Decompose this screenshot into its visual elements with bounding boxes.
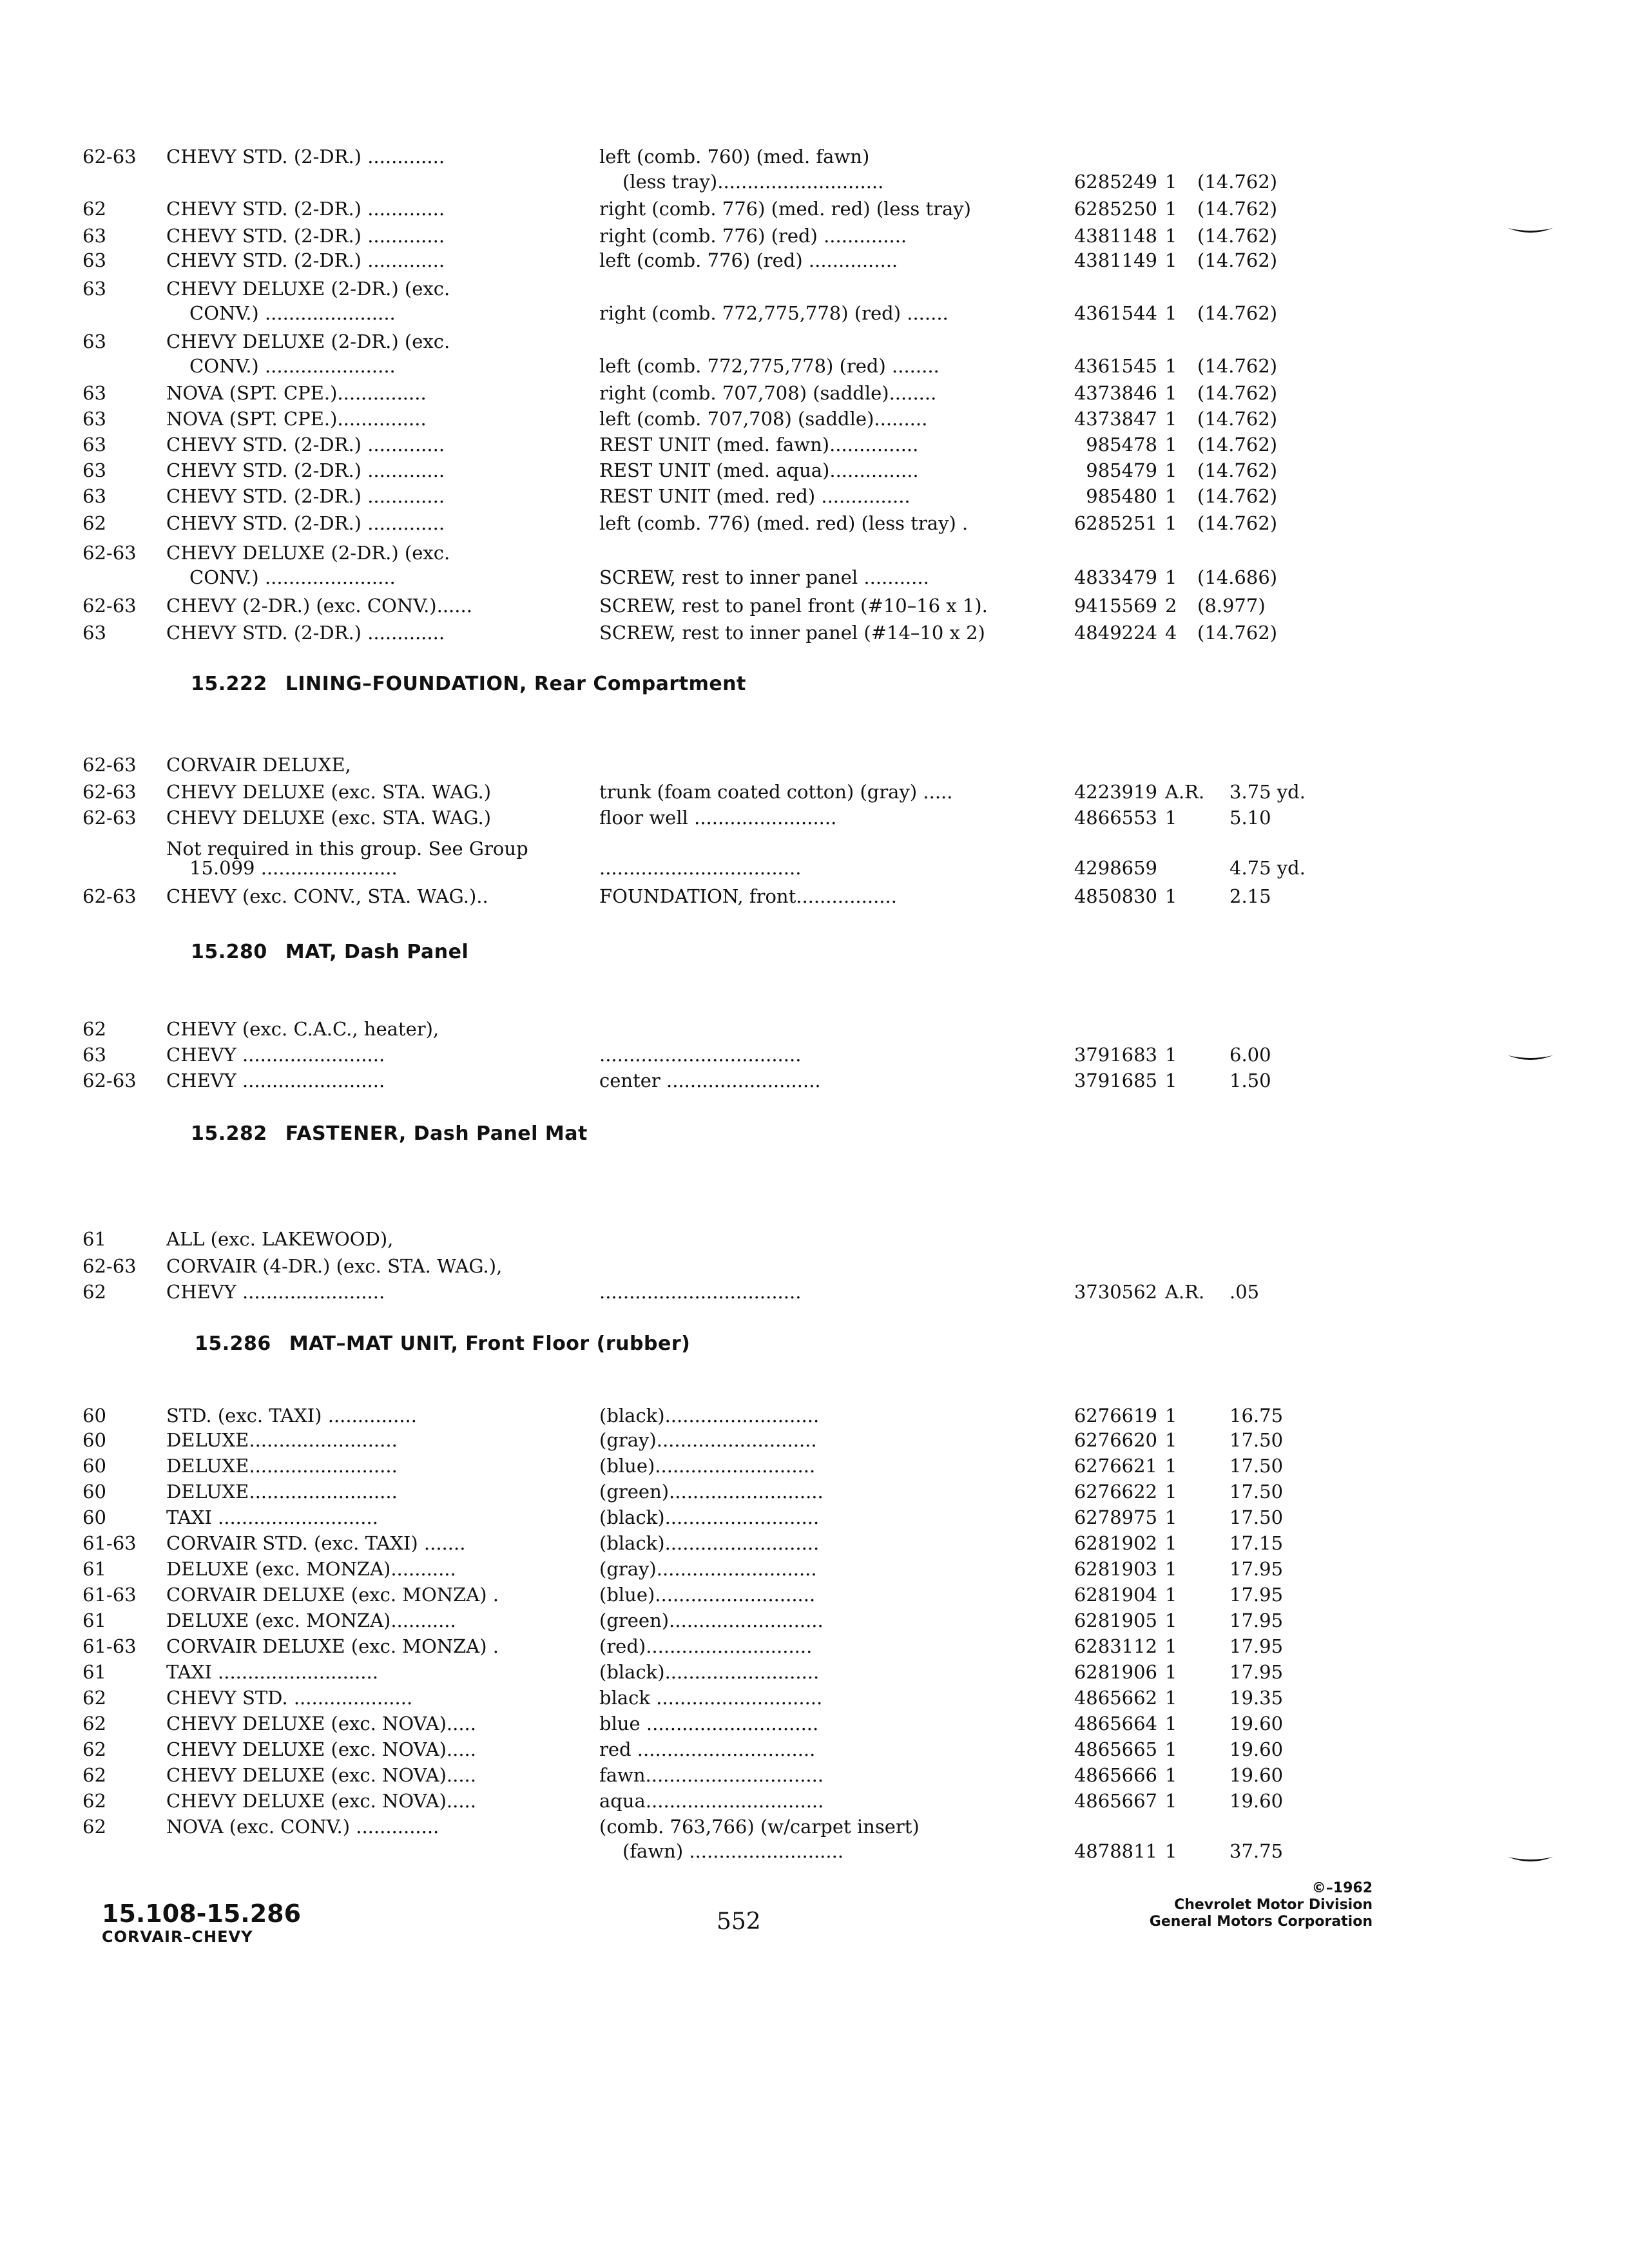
description-cell: (blue)........................... bbox=[599, 1584, 816, 1606]
division-name: Chevrolet Motor Division bbox=[1174, 1897, 1373, 1913]
year-cell: 62-63 bbox=[82, 754, 137, 776]
year-cell: 62 bbox=[82, 1018, 106, 1040]
description-cell: (comb. 763,766) (w/carpet insert) bbox=[599, 1816, 920, 1838]
quantity-cell: 1 bbox=[1165, 1506, 1177, 1528]
part-number-cell: 4373847 bbox=[1074, 408, 1157, 430]
application-cell: TAXI ........................... bbox=[166, 1506, 378, 1528]
part-number-cell: 985478 bbox=[1086, 434, 1157, 456]
year-cell: 60 bbox=[82, 1481, 106, 1503]
part-number-cell: 6276620 bbox=[1074, 1429, 1157, 1451]
part-number-cell: 6278975 bbox=[1074, 1506, 1157, 1528]
year-cell: 61 bbox=[82, 1661, 106, 1683]
price-cell: (14.762) bbox=[1197, 249, 1278, 271]
price-cell: 17.95 bbox=[1229, 1661, 1284, 1683]
quantity-cell: 1 bbox=[1165, 198, 1177, 220]
year-cell: 60 bbox=[82, 1405, 106, 1427]
description-cell: (gray)........................... bbox=[599, 1429, 817, 1451]
section-number: 15.280 bbox=[191, 941, 267, 963]
application-cell: CHEVY DELUXE (2-DR.) (exc. bbox=[166, 542, 450, 564]
year-cell: 62 bbox=[82, 512, 106, 534]
part-number-cell: 6276622 bbox=[1074, 1481, 1157, 1503]
page-number: 552 bbox=[717, 1908, 761, 1935]
section-title: LINING–FOUNDATION, Rear Compartment bbox=[285, 673, 746, 695]
application-cell: CHEVY STD. (2-DR.) ............. bbox=[166, 434, 445, 456]
application-cell: CHEVY STD. (2-DR.) ............. bbox=[166, 485, 445, 507]
year-cell: 62-63 bbox=[82, 781, 137, 803]
quantity-cell: 1 bbox=[1165, 355, 1177, 377]
application-cell: CHEVY STD. (2-DR.) ............. bbox=[166, 249, 445, 271]
application-cell: NOVA (SPT. CPE.)............... bbox=[166, 408, 427, 430]
application-cell: CHEVY ........................ bbox=[166, 1070, 385, 1091]
price-cell: 37.75 bbox=[1229, 1840, 1284, 1862]
application-cell: Not required in this group. See Group bbox=[166, 838, 528, 860]
quantity-cell: 1 bbox=[1165, 485, 1177, 507]
description-cell: blue ............................. bbox=[599, 1713, 819, 1735]
quantity-cell: 1 bbox=[1165, 249, 1177, 271]
price-cell: 17.50 bbox=[1229, 1429, 1284, 1451]
price-cell: 16.75 bbox=[1229, 1405, 1284, 1427]
application-cell: CHEVY STD. (2-DR.) ............. bbox=[166, 198, 445, 220]
part-number-cell: 6281905 bbox=[1074, 1610, 1157, 1631]
price-cell: 17.95 bbox=[1229, 1610, 1284, 1631]
quantity-cell: 1 bbox=[1165, 1429, 1177, 1451]
description-cell: center .......................... bbox=[599, 1070, 821, 1091]
part-number-cell: 4865667 bbox=[1074, 1790, 1157, 1812]
price-cell: 19.60 bbox=[1229, 1764, 1284, 1786]
part-number-cell: 6281906 bbox=[1074, 1661, 1157, 1683]
description-cell: black ............................ bbox=[599, 1687, 823, 1709]
price-cell: (14.762) bbox=[1197, 408, 1278, 430]
description-cell: SCREW, rest to inner panel (#14–10 x 2) bbox=[599, 622, 985, 644]
application-cell: CHEVY DELUXE (exc. NOVA)..... bbox=[166, 1764, 476, 1786]
application-cell: CHEVY STD. .................... bbox=[166, 1687, 413, 1709]
description-cell: trunk (foam coated cotton) (gray) ..... bbox=[599, 781, 953, 803]
application-cell: CHEVY STD. (2-DR.) ............. bbox=[166, 622, 445, 644]
price-cell: 2.15 bbox=[1229, 885, 1271, 907]
description-cell: (blue)........................... bbox=[599, 1455, 816, 1477]
application-cell: CHEVY (2-DR.) (exc. CONV.)...... bbox=[166, 595, 472, 617]
year-cell: 63 bbox=[82, 225, 106, 247]
price-cell: (14.762) bbox=[1197, 225, 1278, 247]
price-cell: (14.762) bbox=[1197, 512, 1278, 534]
description-cell: red .............................. bbox=[599, 1738, 816, 1760]
year-cell: 62 bbox=[82, 1790, 106, 1812]
quantity-cell: 1 bbox=[1165, 382, 1177, 404]
application-cell: STD. (exc. TAXI) ............... bbox=[166, 1405, 417, 1427]
part-number-cell: 4850830 bbox=[1074, 885, 1157, 907]
description-cell: (green).......................... bbox=[599, 1481, 824, 1503]
part-number-cell: 4865664 bbox=[1074, 1713, 1157, 1735]
description-cell: (black).......................... bbox=[599, 1661, 820, 1683]
application-cell: CHEVY (exc. CONV., STA. WAG.).. bbox=[166, 885, 488, 907]
price-cell: (14.762) bbox=[1197, 622, 1278, 644]
application-cell: CORVAIR DELUXE (exc. MONZA) . bbox=[166, 1584, 499, 1606]
part-number-cell: 6285250 bbox=[1074, 198, 1157, 220]
application-cell: DELUXE (exc. MONZA)........... bbox=[166, 1558, 456, 1580]
section-title: MAT, Dash Panel bbox=[285, 941, 469, 963]
application-cell: CHEVY DELUXE (2-DR.) (exc. bbox=[166, 278, 450, 300]
description-cell: left (comb. 776) (med. red) (less tray) . bbox=[599, 512, 969, 534]
binding-mark bbox=[1508, 227, 1553, 236]
year-cell: 62 bbox=[82, 1738, 106, 1760]
section-number: 15.222 bbox=[191, 673, 267, 695]
group-subtitle: CORVAIR–CHEVY bbox=[102, 1928, 253, 1946]
part-number-cell: 4361545 bbox=[1074, 355, 1157, 377]
part-number-cell: 6283112 bbox=[1074, 1635, 1157, 1657]
section-heading-15-280 bbox=[191, 941, 468, 963]
description-cell: SCREW, rest to inner panel ........... bbox=[599, 566, 929, 588]
part-number-cell: 985480 bbox=[1086, 485, 1157, 507]
quantity-cell: 1 bbox=[1165, 512, 1177, 534]
part-number-cell: 4833479 bbox=[1074, 566, 1157, 588]
year-cell: 63 bbox=[82, 331, 106, 352]
quantity-cell: A.R. bbox=[1165, 781, 1205, 803]
description-cell: left (comb. 707,708) (saddle)......... bbox=[599, 408, 928, 430]
application-cell: DELUXE......................... bbox=[166, 1455, 398, 1477]
price-cell: (8.977) bbox=[1197, 595, 1266, 617]
year-cell: 62-63 bbox=[82, 542, 137, 564]
quantity-cell: A.R. bbox=[1165, 1281, 1205, 1303]
application-cell: CHEVY DELUXE (exc. NOVA)..... bbox=[166, 1790, 476, 1812]
part-number-cell: 3730562 bbox=[1074, 1281, 1157, 1303]
year-cell: 62 bbox=[82, 1281, 106, 1303]
price-cell: 17.50 bbox=[1229, 1481, 1284, 1503]
binding-mark bbox=[1508, 1856, 1553, 1865]
description-cell: (fawn) .......................... bbox=[622, 1840, 844, 1862]
description-cell: SCREW, rest to panel front (#10–16 x 1). bbox=[599, 595, 988, 617]
description-cell: right (comb. 776) (med. red) (less tray) bbox=[599, 198, 971, 220]
description-cell: left (comb. 772,775,778) (red) ........ bbox=[599, 355, 940, 377]
year-cell: 62-63 bbox=[82, 885, 137, 907]
price-cell: 17.95 bbox=[1229, 1584, 1284, 1606]
application-cell: CHEVY DELUXE (exc. STA. WAG.) bbox=[166, 807, 492, 829]
year-cell: 61-63 bbox=[82, 1532, 137, 1554]
description-cell: (red)............................ bbox=[599, 1635, 813, 1657]
section-heading-15-222 bbox=[191, 673, 746, 695]
quantity-cell: 1 bbox=[1165, 171, 1177, 193]
quantity-cell: 1 bbox=[1165, 1790, 1177, 1812]
quantity-cell: 1 bbox=[1165, 1405, 1177, 1427]
year-cell: 62-63 bbox=[82, 595, 137, 617]
quantity-cell: 1 bbox=[1165, 408, 1177, 430]
application-cell: CHEVY DELUXE (exc. NOVA)..... bbox=[166, 1713, 476, 1735]
year-cell: 61 bbox=[82, 1228, 106, 1250]
price-cell: (14.762) bbox=[1197, 485, 1278, 507]
part-number-cell: 6276621 bbox=[1074, 1455, 1157, 1477]
application-cell: DELUXE (exc. MONZA)........... bbox=[166, 1610, 456, 1631]
binding-mark bbox=[1508, 1054, 1553, 1063]
price-cell: 6.00 bbox=[1229, 1044, 1271, 1066]
quantity-cell: 1 bbox=[1165, 434, 1177, 456]
part-number-cell: 4381149 bbox=[1074, 249, 1157, 271]
corporation-name: General Motors Corporation bbox=[1149, 1914, 1373, 1930]
application-cell: CONV.) ...................... bbox=[189, 566, 396, 588]
description-cell: FOUNDATION, front................. bbox=[599, 885, 897, 907]
description-cell: (gray)........................... bbox=[599, 1558, 817, 1580]
application-cell: TAXI ........................... bbox=[166, 1661, 378, 1683]
description-cell: (less tray)............................ bbox=[622, 171, 884, 193]
price-cell: .05 bbox=[1229, 1281, 1260, 1303]
description-cell: (green).......................... bbox=[599, 1610, 824, 1631]
application-cell: ALL (exc. LAKEWOOD), bbox=[166, 1228, 394, 1250]
part-number-cell: 4878811 bbox=[1074, 1840, 1157, 1862]
description-cell: fawn.............................. bbox=[599, 1764, 824, 1786]
year-cell: 63 bbox=[82, 1044, 106, 1066]
part-number-cell: 4223919 bbox=[1074, 781, 1157, 803]
price-cell: 17.15 bbox=[1229, 1532, 1284, 1554]
year-cell: 63 bbox=[82, 408, 106, 430]
description-cell: aqua.............................. bbox=[599, 1790, 824, 1812]
footer-copyright bbox=[1089, 1880, 1373, 1930]
section-title: MAT–MAT UNIT, Front Floor (rubber) bbox=[289, 1332, 691, 1355]
part-number-cell: 6285249 bbox=[1074, 171, 1157, 193]
price-cell: (14.762) bbox=[1197, 434, 1278, 456]
quantity-cell: 1 bbox=[1165, 1687, 1177, 1709]
year-cell: 62 bbox=[82, 1713, 106, 1735]
price-cell: (14.762) bbox=[1197, 382, 1278, 404]
year-cell: 60 bbox=[82, 1429, 106, 1451]
year-cell: 62 bbox=[82, 1687, 106, 1709]
application-cell: 15.099 ....................... bbox=[189, 857, 398, 879]
part-number-cell: 3791685 bbox=[1074, 1070, 1157, 1091]
year-cell: 62 bbox=[82, 1816, 106, 1838]
application-cell: CHEVY STD. (2-DR.) ............. bbox=[166, 146, 445, 168]
year-cell: 61-63 bbox=[82, 1584, 137, 1606]
price-cell: (14.762) bbox=[1197, 171, 1278, 193]
quantity-cell: 1 bbox=[1165, 566, 1177, 588]
description-cell: .................................. bbox=[599, 1044, 802, 1066]
part-number-cell: 4361544 bbox=[1074, 302, 1157, 324]
quantity-cell: 1 bbox=[1165, 1584, 1177, 1606]
year-cell: 63 bbox=[82, 278, 106, 300]
quantity-cell: 4 bbox=[1165, 622, 1177, 644]
year-cell: 62-63 bbox=[82, 807, 137, 829]
quantity-cell: 1 bbox=[1165, 1764, 1177, 1786]
year-cell: 60 bbox=[82, 1506, 106, 1528]
application-cell: CHEVY ........................ bbox=[166, 1044, 385, 1066]
application-cell: NOVA (exc. CONV.) .............. bbox=[166, 1816, 439, 1838]
description-cell: .................................. bbox=[599, 1281, 802, 1303]
price-cell: (14.762) bbox=[1197, 459, 1278, 481]
part-number-cell: 4381148 bbox=[1074, 225, 1157, 247]
part-number-cell: 4866553 bbox=[1074, 807, 1157, 829]
quantity-cell: 1 bbox=[1165, 1661, 1177, 1683]
price-cell: 17.95 bbox=[1229, 1558, 1284, 1580]
price-cell: 19.60 bbox=[1229, 1738, 1284, 1760]
price-cell: 19.60 bbox=[1229, 1713, 1284, 1735]
year-cell: 62-63 bbox=[82, 146, 137, 168]
part-number-cell: 6276619 bbox=[1074, 1405, 1157, 1427]
section-heading-15-286 bbox=[195, 1332, 690, 1355]
quantity-cell: 1 bbox=[1165, 1455, 1177, 1477]
year-cell: 62 bbox=[82, 198, 106, 220]
part-number-cell: 4865665 bbox=[1074, 1738, 1157, 1760]
section-heading-15-282 bbox=[191, 1122, 588, 1145]
part-number-cell: 6281903 bbox=[1074, 1558, 1157, 1580]
application-cell: CORVAIR (4-DR.) (exc. STA. WAG.), bbox=[166, 1255, 503, 1277]
section-number: 15.282 bbox=[191, 1122, 267, 1145]
description-cell: (black).......................... bbox=[599, 1532, 820, 1554]
quantity-cell: 1 bbox=[1165, 225, 1177, 247]
application-cell: CHEVY STD. (2-DR.) ............. bbox=[166, 225, 445, 247]
price-cell: (14.686) bbox=[1197, 566, 1278, 588]
part-number-cell: 4865662 bbox=[1074, 1687, 1157, 1709]
price-cell: 17.50 bbox=[1229, 1455, 1284, 1477]
price-cell: (14.762) bbox=[1197, 198, 1278, 220]
application-cell: CHEVY (exc. C.A.C., heater), bbox=[166, 1018, 439, 1040]
description-cell: (black).......................... bbox=[599, 1405, 820, 1427]
year-cell: 63 bbox=[82, 434, 106, 456]
description-cell: right (comb. 707,708) (saddle)........ bbox=[599, 382, 937, 404]
quantity-cell: 2 bbox=[1165, 595, 1177, 617]
price-cell: 19.60 bbox=[1229, 1790, 1284, 1812]
application-cell: CORVAIR DELUXE, bbox=[166, 754, 351, 776]
price-cell: 19.35 bbox=[1229, 1687, 1284, 1709]
description-cell: left (comb. 760) (med. fawn) bbox=[599, 146, 870, 168]
price-cell: 17.50 bbox=[1229, 1506, 1284, 1528]
description-cell: .................................. bbox=[599, 857, 802, 879]
quantity-cell: 1 bbox=[1165, 1635, 1177, 1657]
part-number-cell: 4298659 bbox=[1074, 857, 1157, 879]
application-cell: CONV.) ...................... bbox=[189, 302, 396, 324]
quantity-cell: 1 bbox=[1165, 1481, 1177, 1503]
year-cell: 62-63 bbox=[82, 1070, 137, 1091]
part-number-cell: 6285251 bbox=[1074, 512, 1157, 534]
description-cell: right (comb. 772,775,778) (red) ....... bbox=[599, 302, 949, 324]
year-cell: 61 bbox=[82, 1558, 106, 1580]
part-number-cell: 9415569 bbox=[1074, 595, 1157, 617]
quantity-cell: 1 bbox=[1165, 1070, 1177, 1091]
application-cell: CONV.) ...................... bbox=[189, 355, 396, 377]
copyright-year: ©–1962 bbox=[1311, 1880, 1373, 1896]
price-cell: 17.95 bbox=[1229, 1635, 1284, 1657]
application-cell: CORVAIR STD. (exc. TAXI) ....... bbox=[166, 1532, 466, 1554]
price-cell: 3.75 yd. bbox=[1229, 781, 1306, 803]
year-cell: 63 bbox=[82, 485, 106, 507]
quantity-cell: 1 bbox=[1165, 885, 1177, 907]
quantity-cell: 1 bbox=[1165, 1713, 1177, 1735]
application-cell: NOVA (SPT. CPE.)............... bbox=[166, 382, 427, 404]
year-cell: 60 bbox=[82, 1455, 106, 1477]
part-number-cell: 4849224 bbox=[1074, 622, 1157, 644]
application-cell: CHEVY ........................ bbox=[166, 1281, 385, 1303]
part-number-cell: 3791683 bbox=[1074, 1044, 1157, 1066]
part-number-cell: 6281904 bbox=[1074, 1584, 1157, 1606]
application-cell: CHEVY DELUXE (exc. STA. WAG.) bbox=[166, 781, 492, 803]
quantity-cell: 1 bbox=[1165, 1532, 1177, 1554]
price-cell: (14.762) bbox=[1197, 302, 1278, 324]
application-cell: CORVAIR DELUXE (exc. MONZA) . bbox=[166, 1635, 499, 1657]
description-cell: (black).......................... bbox=[599, 1506, 820, 1528]
part-number-cell: 6281902 bbox=[1074, 1532, 1157, 1554]
quantity-cell: 1 bbox=[1165, 1840, 1177, 1862]
group-range: 15.108-15.286 bbox=[102, 1899, 302, 1928]
year-cell: 61-63 bbox=[82, 1635, 137, 1657]
year-cell: 62 bbox=[82, 1764, 106, 1786]
section-number: 15.286 bbox=[195, 1332, 271, 1355]
quantity-cell: 1 bbox=[1165, 807, 1177, 829]
year-cell: 62-63 bbox=[82, 1255, 137, 1277]
part-number-cell: 4373846 bbox=[1074, 382, 1157, 404]
year-cell: 63 bbox=[82, 459, 106, 481]
description-cell: REST UNIT (med. red) ............... bbox=[599, 485, 911, 507]
year-cell: 63 bbox=[82, 382, 106, 404]
quantity-cell: 1 bbox=[1165, 302, 1177, 324]
section-title: FASTENER, Dash Panel Mat bbox=[285, 1122, 588, 1145]
application-cell: CHEVY STD. (2-DR.) ............. bbox=[166, 512, 445, 534]
quantity-cell: 1 bbox=[1165, 1558, 1177, 1580]
application-cell: DELUXE......................... bbox=[166, 1429, 398, 1451]
description-cell: REST UNIT (med. aqua)............... bbox=[599, 459, 919, 481]
quantity-cell: 1 bbox=[1165, 1044, 1177, 1066]
price-cell: 5.10 bbox=[1229, 807, 1271, 829]
year-cell: 63 bbox=[82, 622, 106, 644]
part-number-cell: 4865666 bbox=[1074, 1764, 1157, 1786]
price-cell: (14.762) bbox=[1197, 355, 1278, 377]
description-cell: right (comb. 776) (red) .............. bbox=[599, 225, 907, 247]
quantity-cell: 1 bbox=[1165, 459, 1177, 481]
application-cell: CHEVY DELUXE (2-DR.) (exc. bbox=[166, 331, 450, 352]
application-cell: CHEVY DELUXE (exc. NOVA)..... bbox=[166, 1738, 476, 1760]
part-number-cell: 985479 bbox=[1086, 459, 1157, 481]
description-cell: REST UNIT (med. fawn)............... bbox=[599, 434, 919, 456]
price-cell: 4.75 yd. bbox=[1229, 857, 1306, 879]
price-cell: 1.50 bbox=[1229, 1070, 1271, 1091]
application-cell: CHEVY STD. (2-DR.) ............. bbox=[166, 459, 445, 481]
year-cell: 61 bbox=[82, 1610, 106, 1631]
application-cell: DELUXE......................... bbox=[166, 1481, 398, 1503]
year-cell: 63 bbox=[82, 249, 106, 271]
quantity-cell: 1 bbox=[1165, 1738, 1177, 1760]
footer-group-range bbox=[102, 1899, 301, 1946]
description-cell: floor well ........................ bbox=[599, 807, 837, 829]
description-cell: left (comb. 776) (red) ............... bbox=[599, 249, 898, 271]
quantity-cell: 1 bbox=[1165, 1610, 1177, 1631]
